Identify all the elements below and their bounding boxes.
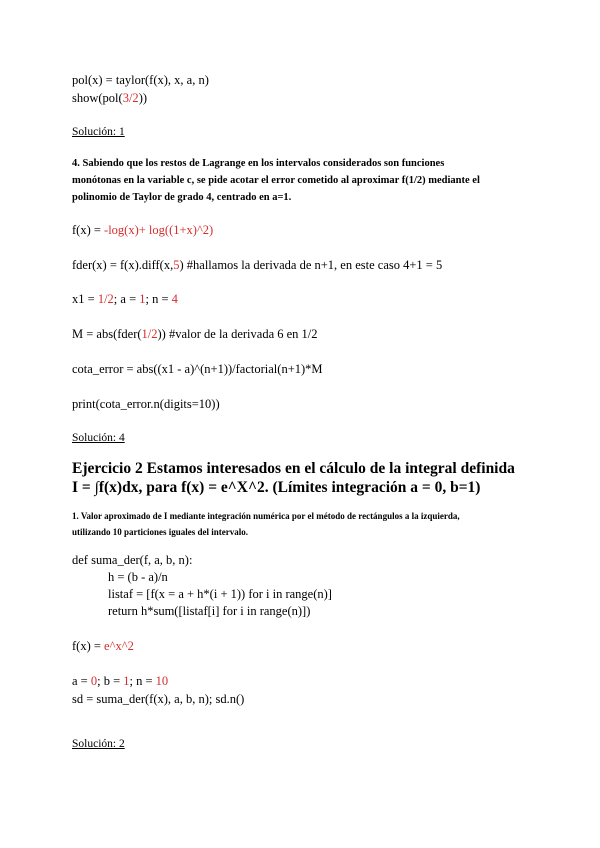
- code-line-ab: [72, 674, 168, 689]
- code-value: 3/2: [122, 91, 139, 105]
- code-text: ; n =: [145, 292, 172, 306]
- code-value: 1: [139, 292, 146, 306]
- code-text: ; n =: [129, 674, 156, 688]
- code-line-fx2: [72, 639, 134, 654]
- question-4-line3: polinomio de Taylor de grado 4, centrado en a=1.: [72, 192, 292, 203]
- code-line-x1: [72, 292, 178, 307]
- code-line-fder: [72, 258, 442, 273]
- question-4-line1: 4. Sabiendo que los restos de Lagrange en los intervalos considerados son funciones: [72, 158, 445, 169]
- code-text: ) #hallamos la derivada de n+1, en este caso 4+1 = 5: [179, 258, 443, 272]
- code-text: ; b =: [97, 674, 124, 688]
- code-line-def: def suma_der(f, a, b, n):: [72, 553, 193, 567]
- solution-1: Solución: 1: [72, 126, 125, 138]
- code-line-pol: pol(x) = taylor(f(x), x, a, n): [72, 73, 209, 87]
- exercise-2-title-line2: I = ∫f(x)dx, para f(x) = e^X^2. (Límites integración a = 0, b=1): [72, 479, 481, 496]
- code-value: 4: [171, 292, 178, 306]
- question-1-line1: 1. Valor aproximado de I mediante integración numérica por el método de rectángulos a la izquierda,: [72, 511, 460, 521]
- code-value: -log(x)+ log((1+x)^2): [104, 223, 214, 237]
- solution-2: Solución: 2: [72, 738, 125, 750]
- code-text: show(pol(: [72, 91, 123, 105]
- code-line-return: return h*sum([listaf[i] for i in range(n)]): [108, 604, 311, 618]
- question-1-line2: utilizando 10 particiones iguales del intervalo.: [72, 527, 249, 537]
- code-text: M = abs(fder(: [72, 327, 142, 341]
- code-text: )): [138, 91, 148, 105]
- code-value: e^x^2: [104, 639, 134, 653]
- code-text: )) #valor de la derivada 6 en 1/2: [157, 327, 318, 341]
- code-text: x1 =: [72, 292, 98, 306]
- solution-4: Solución: 4: [72, 432, 125, 444]
- code-value: 5: [173, 258, 180, 272]
- code-value: 1/2: [141, 327, 158, 341]
- code-value: 1: [123, 674, 130, 688]
- exercise-2-title-line1: Ejercicio 2 Estamos interesados en el cálculo de la integral definida: [72, 460, 515, 477]
- code-line-fx: [72, 223, 213, 238]
- code-line-sd: sd = suma_der(f(x), a, b, n); sd.n(): [72, 692, 245, 706]
- code-text: fder(x) = f(x).diff(x,: [72, 258, 174, 272]
- code-text: ; a =: [113, 292, 140, 306]
- code-value: 0: [90, 674, 98, 688]
- code-value: 1/2: [97, 292, 114, 306]
- code-text: f(x) =: [72, 639, 105, 653]
- code-line-show: [72, 91, 147, 106]
- code-line-M: [72, 327, 318, 342]
- code-line-h: h = (b - a)/n: [108, 570, 168, 584]
- question-4-line2: monótonas en la variable c, se pide acotar el error cometido al aproximar f(1/2) mediante el: [72, 175, 480, 186]
- code-line-listaf: listaf = [f(x = a + h*(i + 1)) for i in range(n)]: [108, 587, 332, 601]
- code-value: 10: [155, 674, 169, 688]
- code-line-print: print(cota_error.n(digits=10)): [72, 397, 220, 411]
- code-text: f(x) =: [72, 223, 105, 237]
- code-line-cota: cota_error = abs((x1 - a)^(n+1))/factorial(n+1)*M: [72, 362, 323, 376]
- code-text: a =: [72, 674, 91, 688]
